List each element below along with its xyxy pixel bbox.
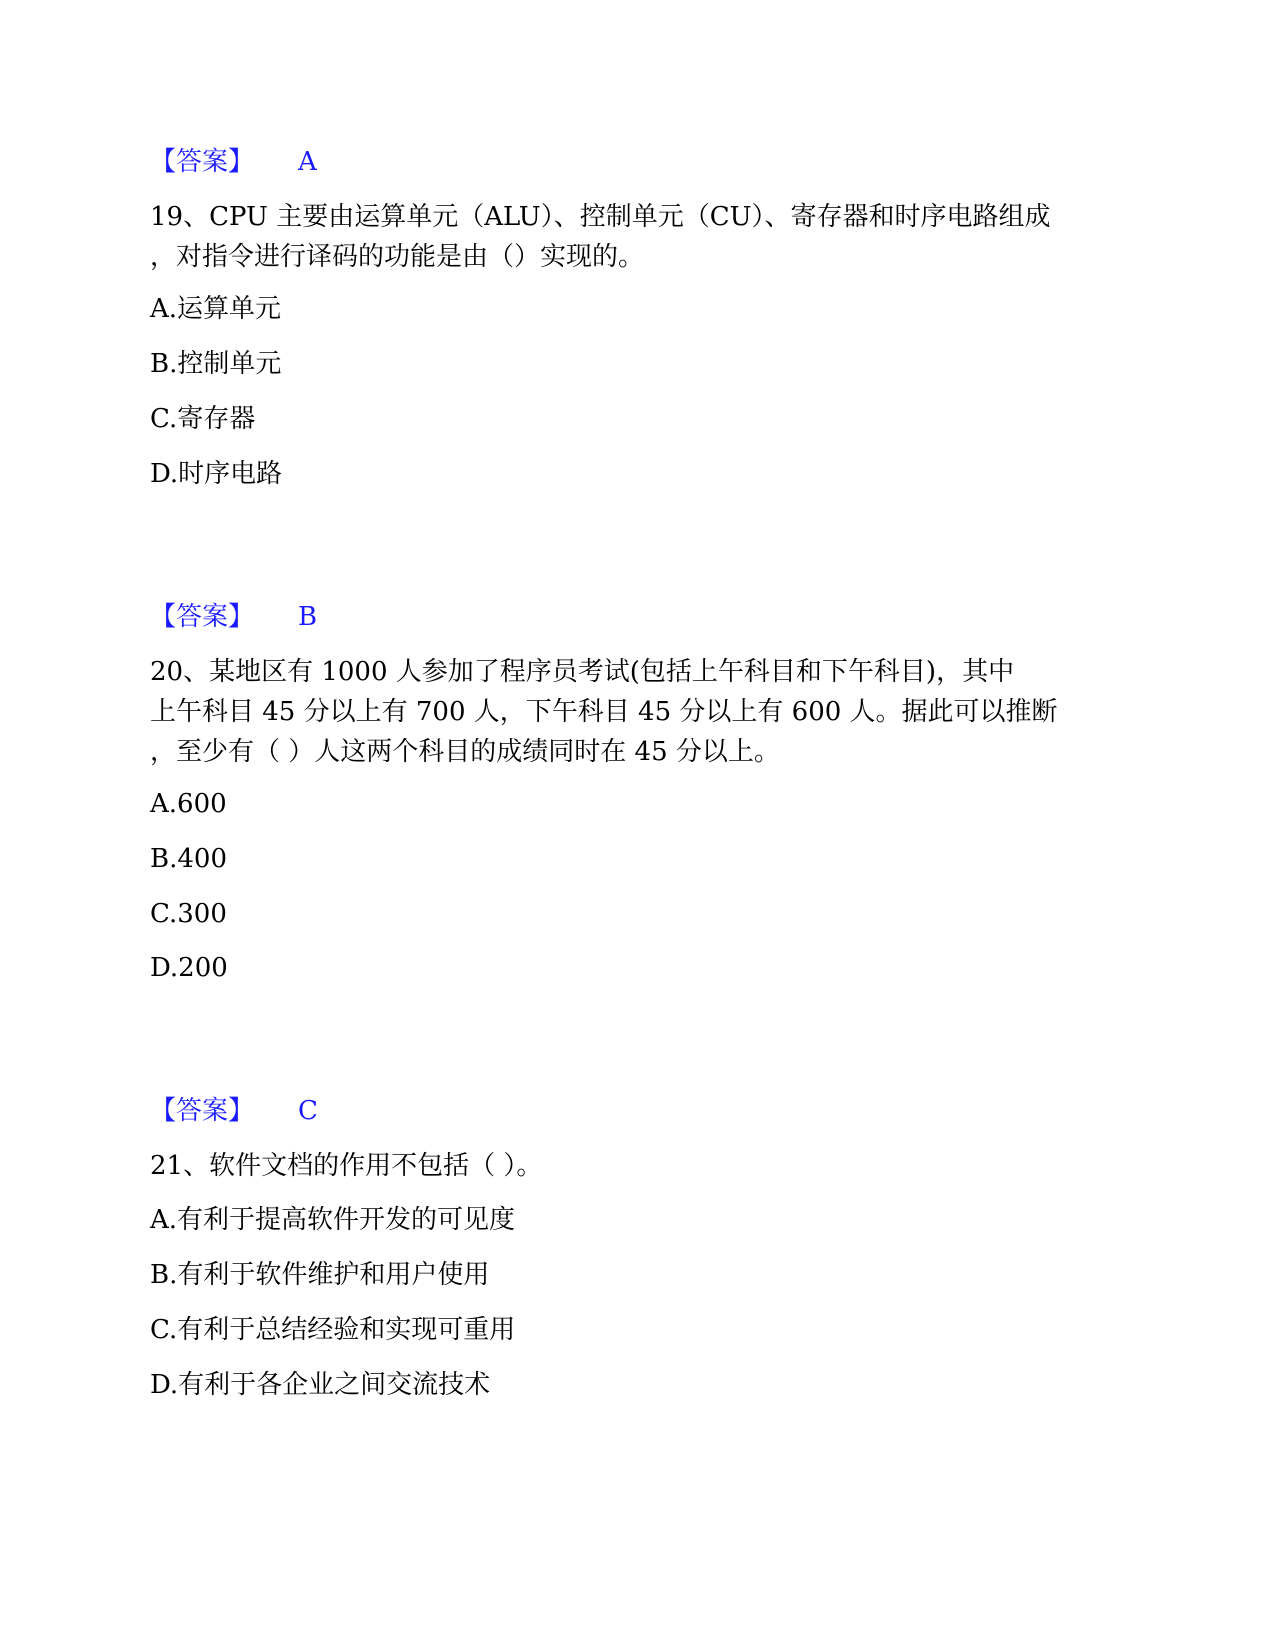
option-d: D.200 [150,953,228,983]
option-c: C.300 [150,899,227,929]
option-b: B.400 [150,844,227,874]
answer-value: A [298,147,317,177]
question-stem [150,197,1130,277]
answer-label: 【答案】 [150,1096,255,1126]
answer-line [150,1096,318,1126]
answer-value: B [298,602,318,632]
question-line: 20、某地区有 1000 人参加了程序员考试(包括上午科目和下午科目)，其中 [150,657,1015,687]
question-line: 21、软件文档的作用不包括（ ）。 [150,1151,543,1181]
answer-label: 【答案】 [150,602,255,632]
option-d: D.时序电路 [150,459,283,489]
option-a: A.600 [150,789,227,819]
question-stem [150,1146,1130,1186]
question-line: ，对指令进行译码的功能是由（）实现的。 [150,242,645,272]
option-c: C.有利于总结经验和实现可重用 [150,1315,516,1345]
option-d: D.有利于各企业之间交流技术 [150,1370,491,1400]
answer-line [150,147,317,177]
option-b: B.有利于软件维护和用户使用 [150,1260,490,1290]
option-a: A.有利于提高软件开发的可见度 [150,1205,516,1235]
question-line: 上午科目 45 分以上有 700 人，下午科目 45 分以上有 600 人。据此可以推断 [150,697,1058,727]
option-c: C.寄存器 [150,404,256,434]
option-a: A.运算单元 [150,294,282,324]
question-line: 19、CPU 主要由运算单元（ALU）、控制单元（CU）、寄存器和时序电路组成 [150,202,1051,232]
answer-line [150,602,317,632]
option-b: B.控制单元 [150,349,282,379]
question-stem [150,652,1130,772]
answer-value: C [298,1096,318,1126]
answer-label: 【答案】 [150,147,255,177]
question-line: ，至少有（ ）人这两个科目的成绩同时在 45 分以上。 [150,737,780,767]
